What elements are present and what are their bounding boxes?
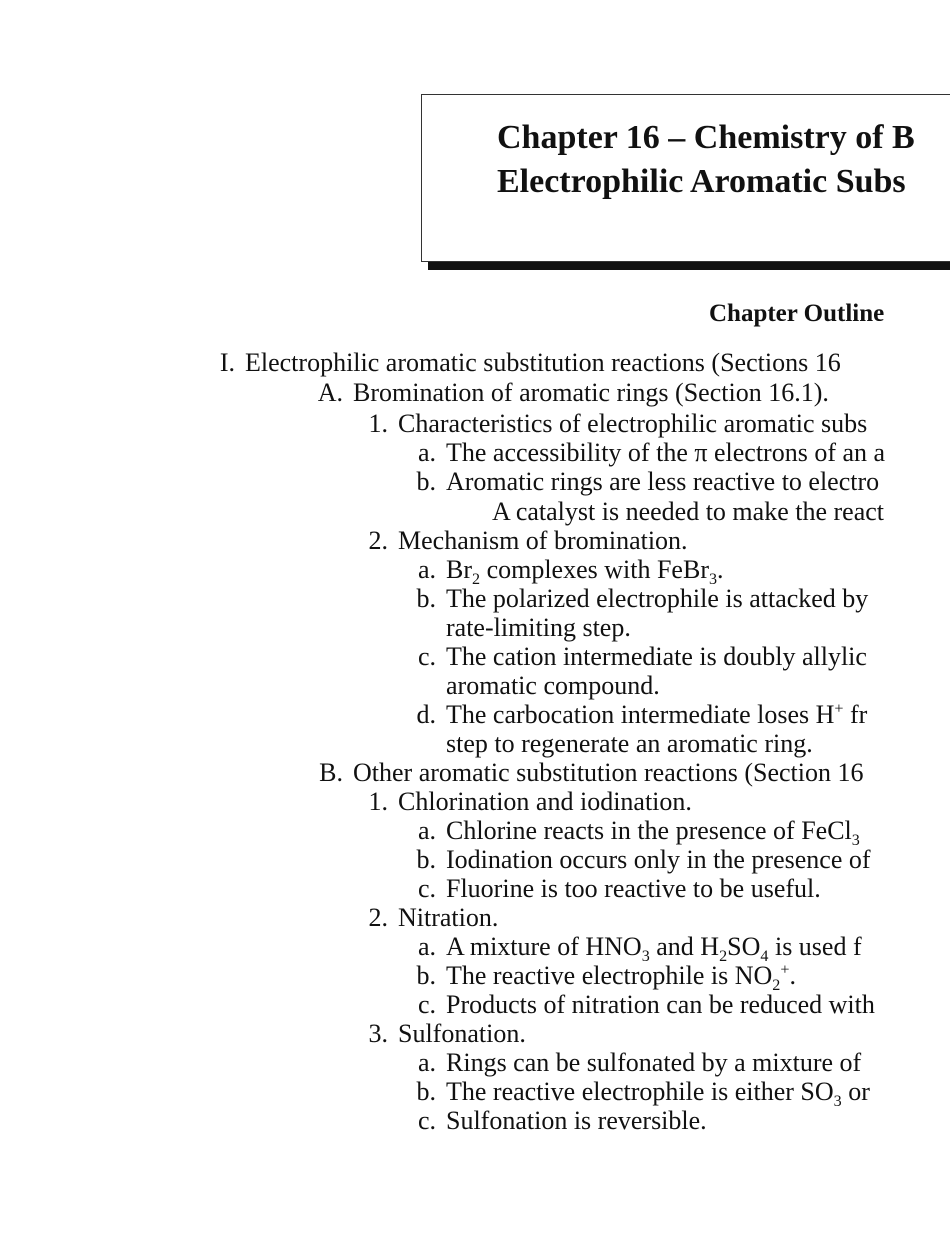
chapter-title-box bbox=[421, 94, 950, 262]
chapter-title-line-2: Electrophilic Aromatic Subs bbox=[497, 163, 906, 200]
outline-marker: b. bbox=[416, 845, 436, 874]
outline-item-text: Fluorine is too reactive to be useful. bbox=[446, 874, 821, 903]
outline-item-text: The reactive electrophile is either $SO_3$ or bbox=[446, 1077, 870, 1111]
outline-item-text: $Br_2$ complexes with FeBr$_3$. bbox=[446, 555, 724, 589]
outline-marker: 1. bbox=[368, 787, 388, 816]
outline-item-text: The accessibility of the π electrons of an a bbox=[446, 438, 886, 467]
outline-marker: a. bbox=[417, 816, 436, 845]
outline-marker: 2. bbox=[368, 526, 388, 555]
outline-item-text: Chlorine reacts in the presence of FeCl$_3$ bbox=[446, 816, 860, 850]
outline-item-text: A catalyst is needed to make the react bbox=[492, 497, 885, 526]
outline-marker: b. bbox=[416, 467, 436, 496]
outline-item-text: step to regenerate an aromatic ring. bbox=[446, 729, 813, 758]
outline-marker: c. bbox=[417, 874, 436, 903]
outline-item-text: Aromatic rings are less reactive to electro bbox=[446, 467, 880, 496]
outline-marker: 1. bbox=[368, 409, 388, 438]
outline-heading: Chapter Outline bbox=[709, 300, 885, 327]
outline-marker: A. bbox=[317, 378, 343, 407]
outline-item-text: Products of nitration can be reduced with bbox=[446, 990, 875, 1019]
outline-marker: B. bbox=[319, 758, 343, 787]
outline-marker: a. bbox=[417, 932, 436, 961]
outline-item-text: A mixture of $HNO_3$ and $H_2SO_4$ is used f bbox=[446, 932, 862, 966]
outline-item-text: Bromination of aromatic rings (Section 16.1). bbox=[353, 378, 829, 407]
outline-marker: 2. bbox=[368, 903, 388, 932]
outline-item-text: aromatic compound. bbox=[446, 671, 660, 700]
outline-marker: c. bbox=[417, 1106, 436, 1135]
outline-item-text: Mechanism of bromination. bbox=[398, 526, 688, 555]
outline-marker: c. bbox=[417, 642, 436, 671]
outline-item-text: Sulfonation. bbox=[398, 1019, 526, 1048]
outline-marker: a. bbox=[417, 1048, 436, 1077]
outline-item-text: Iodination occurs only in the presence of bbox=[446, 845, 871, 874]
outline-item-text: Chlorination and iodination. bbox=[398, 787, 692, 816]
outline-item-text: rate-limiting step. bbox=[446, 613, 631, 642]
outline-item-text: The polarized electrophile is attacked by bbox=[446, 584, 869, 613]
outline-item-text: The carbocation intermediate loses H+ fr bbox=[446, 700, 868, 729]
outline-marker: a. bbox=[417, 438, 436, 467]
outline-item-text: Characteristics of electrophilic aromatic subs bbox=[398, 409, 868, 438]
outline-marker: 3. bbox=[368, 1019, 388, 1048]
outline-item-text: Nitration. bbox=[398, 903, 499, 932]
outline-marker: a. bbox=[417, 555, 436, 584]
chapter-title-line-1: Chapter 16 – Chemistry of B bbox=[497, 119, 915, 156]
title-box-shadow bbox=[428, 262, 950, 270]
outline-marker: c. bbox=[417, 990, 436, 1019]
outline-marker: b. bbox=[416, 1077, 436, 1106]
outline-item-text: Sulfonation is reversible. bbox=[446, 1106, 707, 1135]
outline-item-text: Other aromatic substitution reactions (Section 16 bbox=[353, 758, 864, 787]
outline-item-text: Electrophilic aromatic substitution reactions (Sections 16 bbox=[245, 348, 841, 377]
outline-marker: d. bbox=[416, 700, 436, 729]
outline-item-text: The cation intermediate is doubly allylic bbox=[446, 642, 867, 671]
outline-marker: b. bbox=[416, 584, 436, 613]
outline-marker: I. bbox=[219, 348, 235, 377]
outline-marker: b. bbox=[416, 961, 436, 990]
outline-item-text: The reactive electrophile is $NO_2^+$. bbox=[446, 961, 796, 995]
outline-item-text: Rings can be sulfonated by a mixture of bbox=[446, 1048, 862, 1077]
